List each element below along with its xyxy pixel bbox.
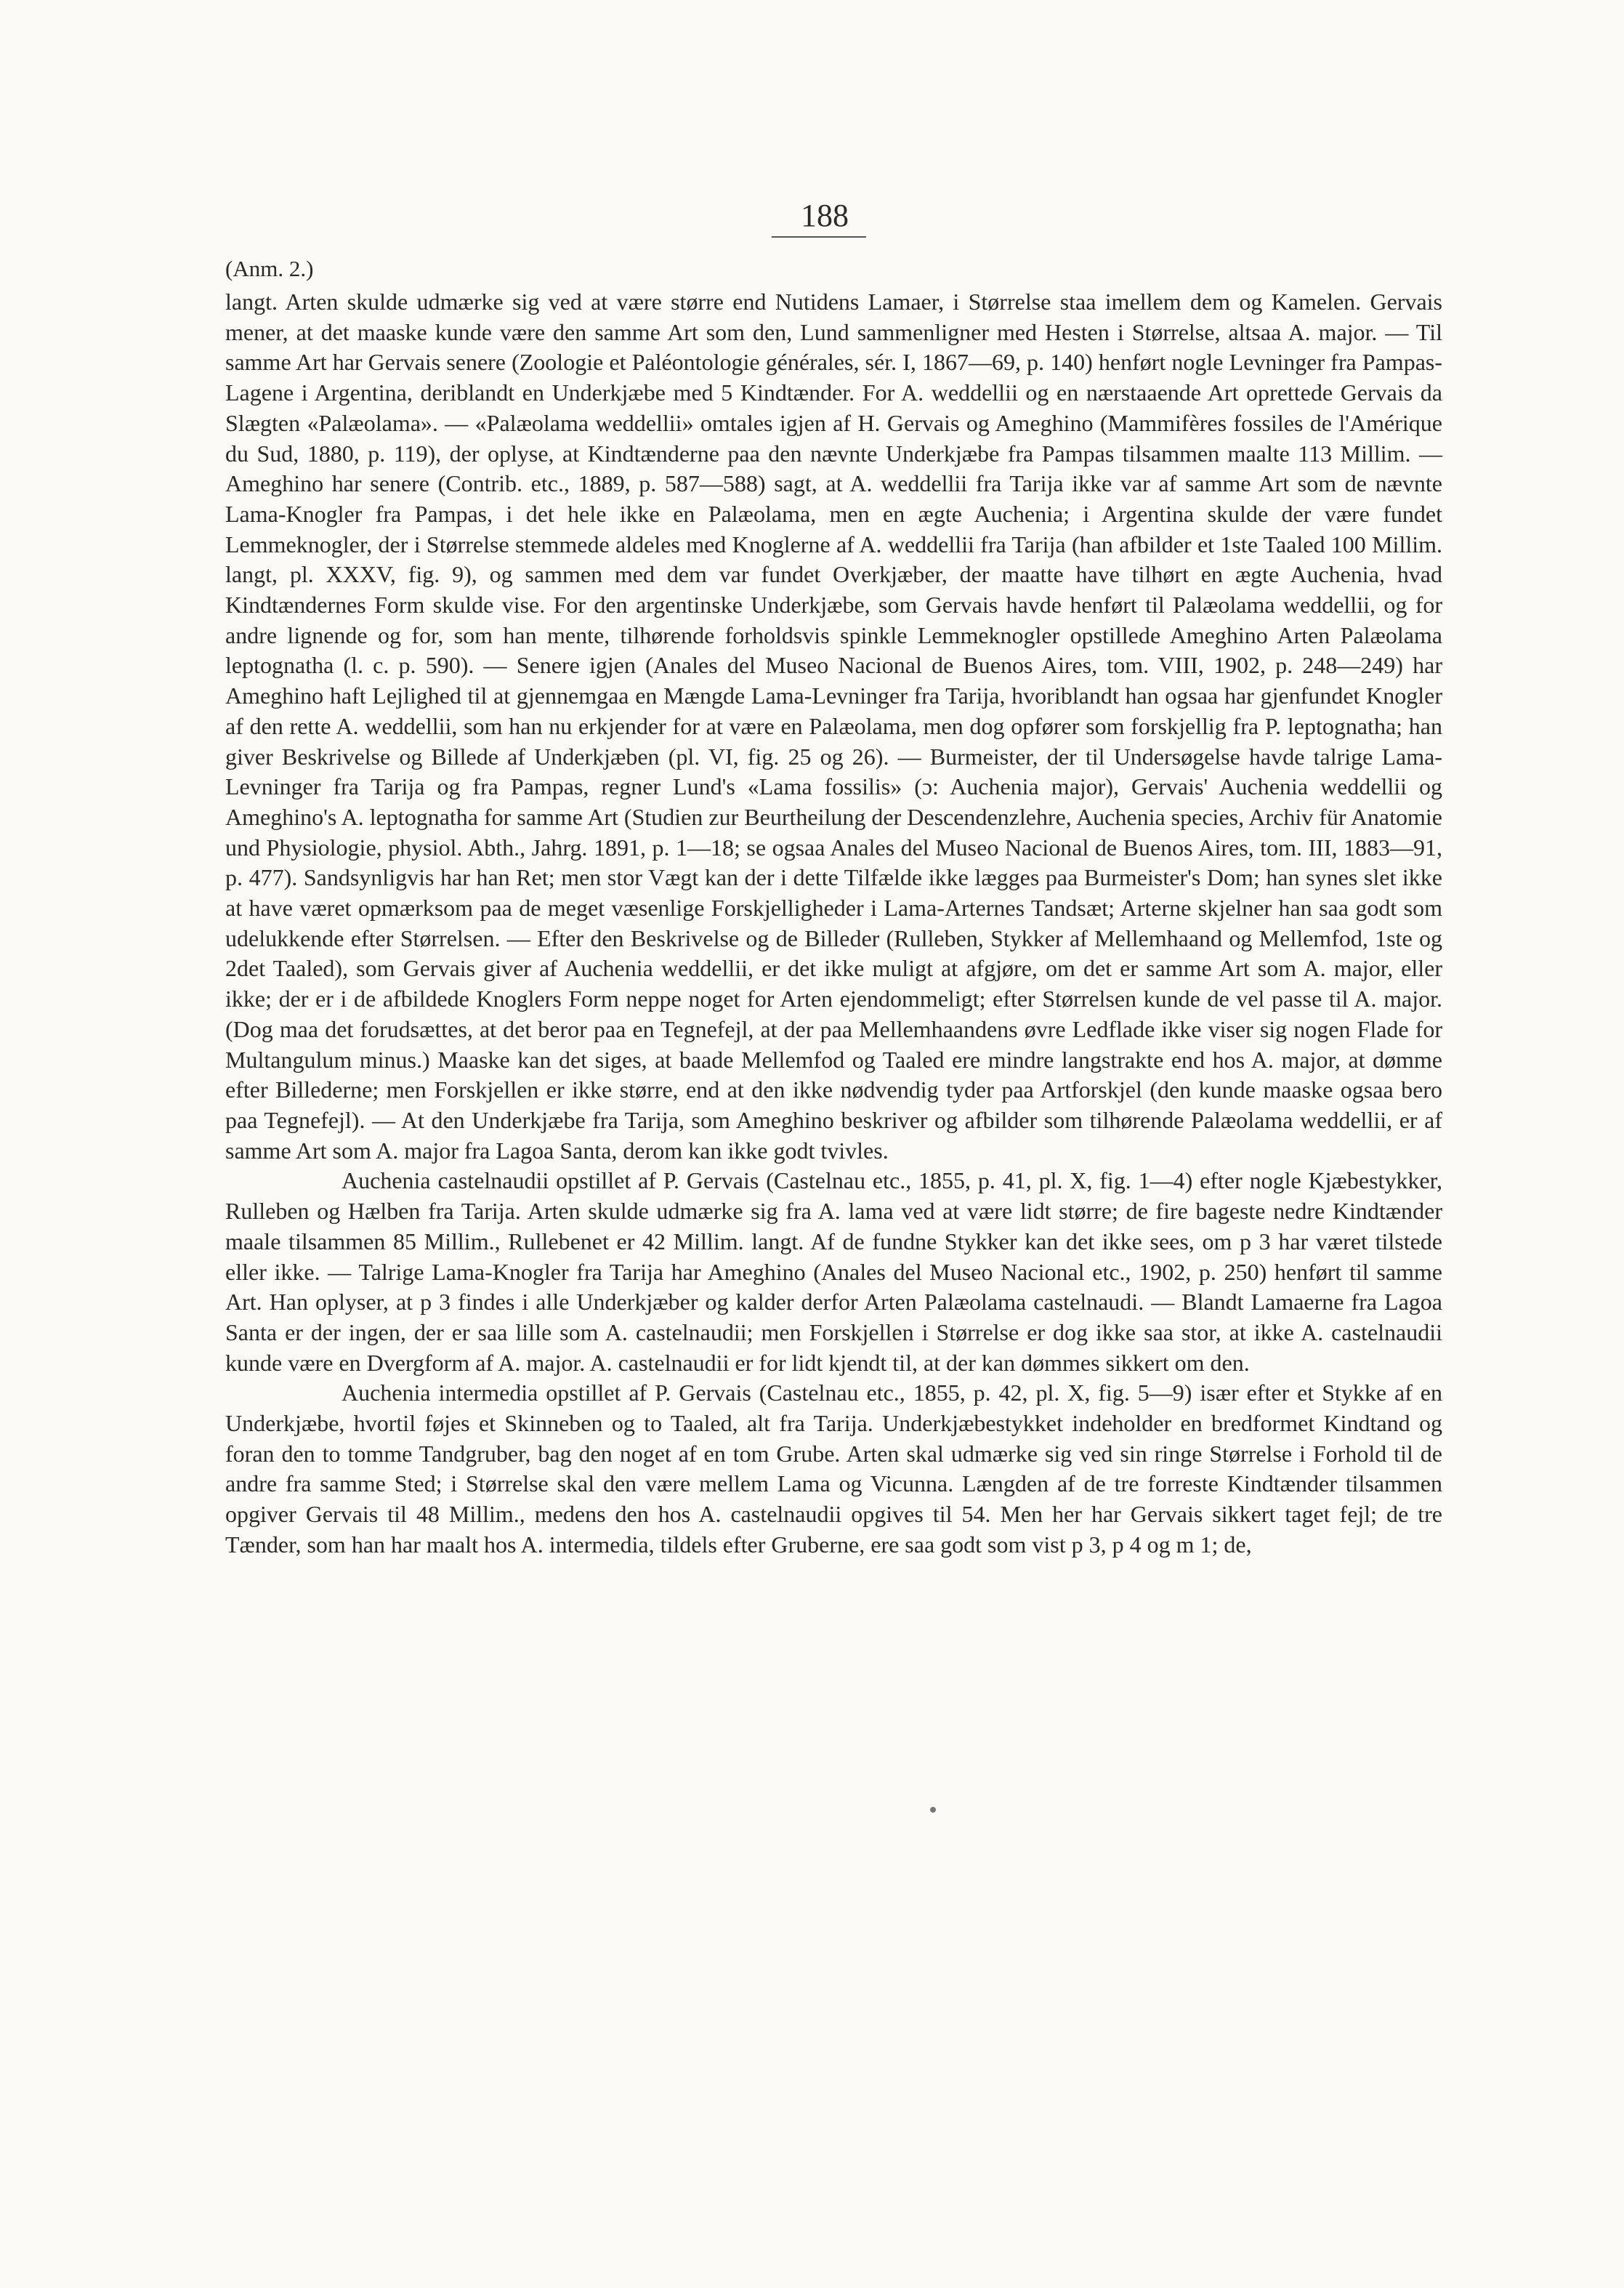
paragraph-intermedia: Auchenia intermedia opstillet af P. Gervais (Castelnau etc., 1855, p. 42, pl. X, fig. 5—9) især efter et Stykke af en Underkjæbe, hvortil føjes et Skinneben og to Taaled, alt fra Tarija. Underkjæbestykket indeholder en bredformet Kindtand og foran den to tomme Tandgruber, bag den noget af en tom Grube. Arten skal udmærke sig ved sin ringe Størrelse i Forhold til de andre fra samme Sted; i Størrelse skal den være mellem Lama og Vicunna. Længden af de tre forreste Kindtænder tilsammen opgiver Gervais til 48 Millim., medens den hos A. castelnaudii opgives til 54. Men her har Gervais sikkert taget fejl; de tre Tænder, som han har maalt hos A. intermedia, tildels efter Gruberne, ere saa godt som vist p 3, p 4 og m 1; de, [225,1379,1442,1558]
page-number: 188 [801,198,849,233]
ink-speck [930,1807,936,1813]
paragraph-castelnaudii: Auchenia castelnaudii opstillet af P. Gervais (Castelnau etc., 1855, p. 41, pl. X, fig. 1—4) efter nogle Kjæbestykker, Rulleben og Hælben fra Tarija. Arten skulde udmærke sig fra A. lama ved at være lidt større; de fire bageste nedre Kindtænder maale tilsammen 85 Millim., Rullebenet er 42 Millim. langt. Af de fundne Stykker kan det ikke sees, om p 3 har været tilstede eller ikke. — Talrige Lama-Knogler fra Tarija har Ameghino (Anales del Museo Nacional etc., 1902, p. 250) henført til samme Art. Han oplyser, at p 3 findes i alle Underkjæber og kalder derfor Arten Palæolama castelnaudi. — Blandt Lamaerne fra Lagoa Santa er der ingen, der er saa lille som A. castelnaudii; men Forskjellen i Størrelse er dog ikke saa stor, at ikke A. castelnaudii kunde være en Dvergform af A. major. A. castelnaudii er for lidt kjendt til, at der kan dømmes sikkert om den. [225,1167,1442,1376]
note-label: (Anm. 2.) [225,256,314,281]
header-rule [772,236,866,238]
paragraph-weddellii: langt. Arten skulde udmærke sig ved at være større end Nutidens Lamaer, i Størrelse staa imellem dem og Kamelen. Gervais mener, at det maaske kunde være den samme Art som den, Lund sammenligner med Hesten i Størrelse, altsaa A. major. — Til samme Art har Gervais senere (Zoologie et Paléontologie générales, sér. I, 1867—69, p. 140) henført nogle Levninger fra Pampas-Lagene i Argentina, deriblandt en Underkjæbe med 5 Kindtænder. For A. weddellii og en nærstaaende Art oprettede Gervais da Slægten «Palæolama». — «Palæolama weddellii» omtales igjen af H. Gervais og Ameghino (Mammifères fossiles de l'Amérique du Sud, 1880, p. 119), der oplyse, at Kindtænderne paa den nævnte Underkjæbe fra Pampas tilsammen maalte 113 Millim. — Ameghino har senere (Contrib. etc., 1889, p. 587—588) sagt, at A. weddellii fra Tarija ikke var af samme Art som de nævnte Lama-Knogler fra Pampas, i det hele ikke en Palæolama, men en ægte Auchenia; i Argentina skulde der være fundet Lemmeknogler, der i Størrelse stemmede aldeles med Knoglerne af A. weddellii fra Tarija (han afbilder et 1ste Taaled 100 Millim. langt, pl. XXXV, fig. 9), og sammen med dem var fundet Overkjæber, der maatte have tilhørt en ægte Auchenia, hvad Kindtændernes Form skulde vise. For den argentinske Underkjæbe, som Gervais havde henført til Palæolama weddellii, og for andre lignende og for, som han mente, tilhørende forholdsvis spinkle Lemmeknogler opstillede Ameghino Arten Palæolama leptognatha (l. c. p. 590). — Senere igjen (Anales del Museo Nacional de Buenos Aires, tom. VIII, 1902, p. 248—249) har Ameghino haft Lejlighed til at gjennemgaa en Mængde Lama-Levninger fra Tarija, hvoriblandt han ogsaa har gjenfundet Knogler af den rette A. weddellii, som han nu erkjender for at være en Palæolama, men dog opfører som forskjellig fra P. leptognatha; han giver Beskrivelse og Billede af Underkjæben (pl. VI, fig. 25 og 26). — Burmeister, der til Undersøgelse havde talrige Lama-Levninger fra Tarija og fra Pampas, regner Lund's «Lama fossilis» (ɔ: Auchenia major), Gervais' Auchenia weddellii og Ameghino's A. leptognatha for samme Art (Studien zur Beurtheilung der Descendenzlehre, Auchenia species, Archiv für Anatomie und Physiologie, physiol. Abth., Jahrg. 1891, p. 1—18; se ogsaa Anales del Museo Nacional de Buenos Aires, tom. III, 1883—91, p. 477). Sandsynligvis har han Ret; men stor Vægt kan der i dette Tilfælde ikke lægges paa Burmeister's Dom; han synes slet ikke at have været opmærksom paa de meget væsenlige Forskjelligheder i Lama-Arternes Tandsæt; Arterne skjelner han saa godt som udelukkende efter Størrelsen. — Efter den Beskrivelse og de Billeder (Rulleben, Stykker af Mellemhaand og Mellemfod, 1ste og 2det Taaled), som Gervais giver af Auchenia weddellii, er det ikke muligt at afgjøre, om det er samme Art som A. major, eller ikke; der er i de afbildede Knoglers Form neppe noget for Arten ejendommeligt; efter Størrelsen kunde de vel passe til A. major. (Dog maa det forudsættes, at det beror paa en Tegnefejl, at der paa Mellemhaandens øvre Ledflade ikke viser sig nogen Flade for Multangulum minus.) Maaske kan det siges, at baade Mellemfod og Taaled ere mindre langstrakte end hos A. major, at dømme efter Billederne; men Forskjellen er ikke større, end at den ikke nødvendig tyder paa Artforskjel (den kunde maaske ogsaa bero paa Tegnefejl). — At den Underkjæbe fra Tarija, som Ameghino beskriver og afbilder som tilhørende Palæolama weddellii, er af samme Art som A. major fra Lagoa Santa, derom kan ikke godt tvivles. [225,289,1442,1164]
body-text [225,287,1442,1560]
